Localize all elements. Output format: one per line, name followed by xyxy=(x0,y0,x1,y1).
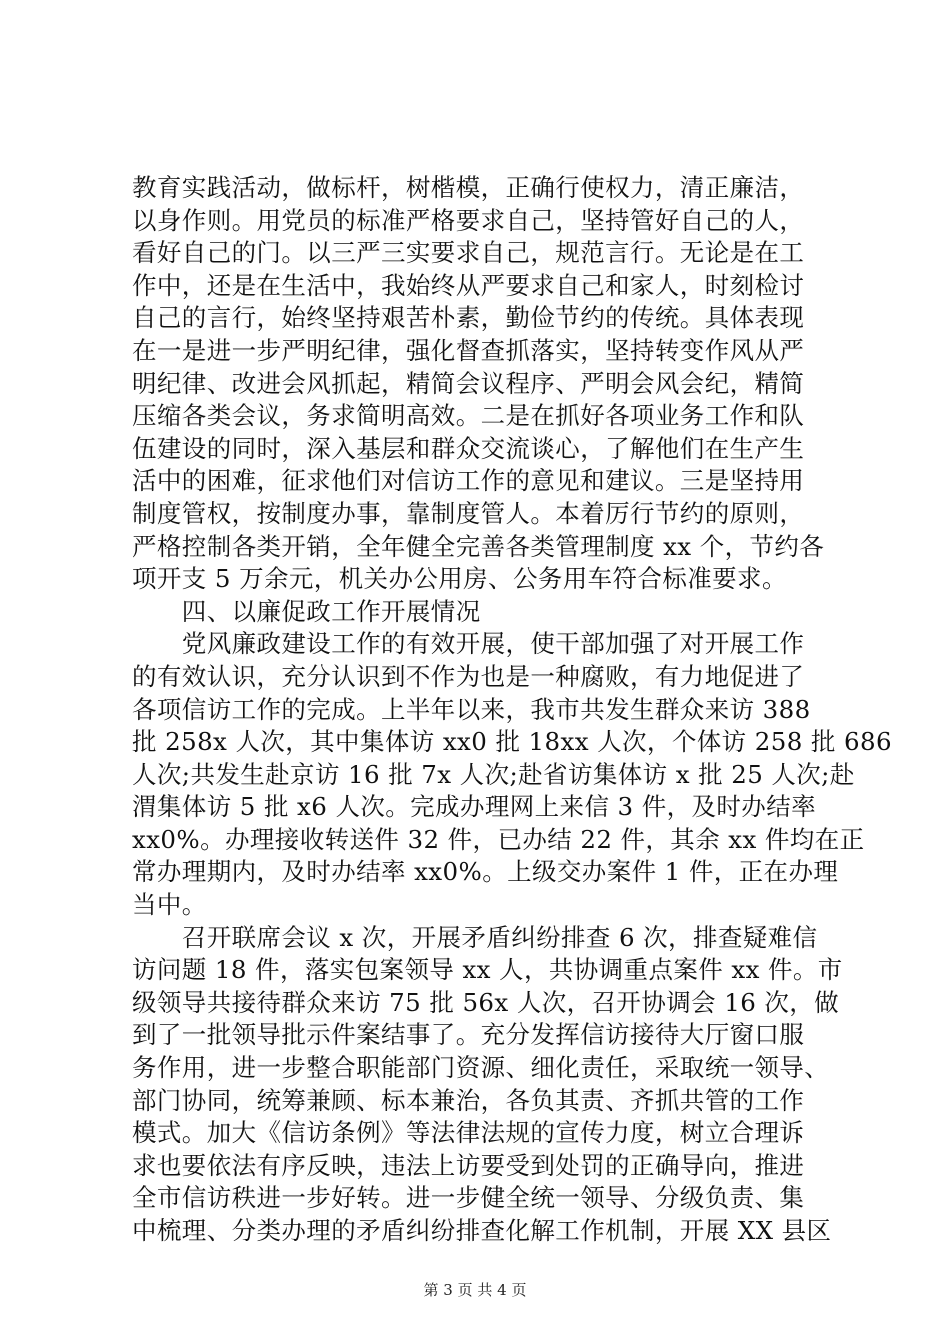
text-line: 模式。加大《信访条例》等法律法规的宣传力度，树立合理诉 xyxy=(132,1118,805,1148)
text-line: 制度管权，按制度办事，靠制度管人。本着厉行节约的原则， xyxy=(132,498,805,528)
text-line: 当中。 xyxy=(132,890,207,920)
text-line: xx0%。办理接收转送件 32 件，已办结 22 件，其余 xx 件均在正 xyxy=(132,824,865,854)
text-line: 党风廉政建设工作的有效开展，使干部加强了对开展工作 xyxy=(132,629,805,659)
text-line: 各项信访工作的完成。上半年以来，我市共发生群众来访 388 xyxy=(132,694,811,724)
text-line: 自己的言行，始终坚持艰苦朴素，勤俭节约的传统。具体表现 xyxy=(132,303,805,333)
text-line: 教育实践活动，做标杆，树楷模，正确行使权力，清正廉洁， xyxy=(132,173,805,202)
text-line: 以身作则。用党员的标准严格要求自己，坚持管好自己的人， xyxy=(132,205,805,235)
text-line: 全市信访秩进一步好转。进一步健全统一领导、分级负责、集 xyxy=(132,1183,805,1213)
text-line: 人次;共发生赴京访 16 批 7x 人次;赴省访集体访 x 批 25 人次;赴 xyxy=(132,759,855,789)
text-line: 项开支 5 万余元，机关办公用房、公务用车符合标准要求。 xyxy=(132,564,787,594)
text-line: 常办理期内，及时办结率 xx0%。上级交办案件 1 件，正在办理 xyxy=(132,857,839,887)
text-line: 渭集体访 5 批 x6 人次。完成办理网上来信 3 件，及时办结率 xyxy=(132,792,817,822)
text-line: 严格控制各类开销，全年健全完善各类管理制度 xx 个，节约各 xyxy=(132,531,825,561)
text-line: 的有效认识，充分认识到不作为也是一种腐败，有力地促进了 xyxy=(132,661,805,691)
text-line: 压缩各类会议，务求简明高效。二是在抓好各项业务工作和队 xyxy=(132,401,805,431)
text-line: 部门协同，统筹兼顾、标本兼治，各负其责、齐抓共管的工作 xyxy=(132,1085,805,1115)
text-line: 务作用，进一步整合职能部门资源、细化责任，采取统一领导、 xyxy=(132,1053,830,1083)
text-line: 明纪律、改进会风抓起，精简会议程序、严明会风会纪，精简 xyxy=(132,368,805,398)
text-line: 到了一批领导批示件案结事了。充分发挥信访接待大厅窗口服 xyxy=(132,1020,805,1050)
text-line: 访问题 18 件，落实包案领导 xx 人，共协调重点案件 xx 件。市 xyxy=(132,955,843,985)
text-line: 求也要依法有序反映，违法上访要受到处罚的正确导向，推进 xyxy=(132,1150,805,1180)
text-line: 在一是进一步严明纪律，强化督查抓落实，坚持转变作风从严 xyxy=(132,335,805,365)
section-heading: 四、以廉促政工作开展情况 xyxy=(132,596,481,626)
text-line: 作中，还是在生活中，我始终从严要求自己和家人，时刻检讨 xyxy=(132,270,805,300)
text-line: 活中的困难，征求他们对信访工作的意见和建议。三是坚持用 xyxy=(132,466,805,496)
text-line: 召开联席会议 x 次，开展矛盾纠纷排查 6 次，排查疑难信 xyxy=(132,922,818,952)
text-line: 伍建设的同时，深入基层和群众交流谈心，了解他们在生产生 xyxy=(132,433,805,463)
text-line: 级领导共接待群众来访 75 批 56x 人次，召开协调会 16 次，做 xyxy=(132,987,840,1017)
text-line: 批 258x 人次，其中集体访 xx0 批 18xx 人次，个体访 258 批 686 xyxy=(132,727,892,757)
text-line: 看好自己的门。以三严三实要求自己，规范言行。无论是在工 xyxy=(132,238,805,268)
body-text xyxy=(132,172,892,1248)
page-number-footer: 第 3 页 共 4 页 xyxy=(423,1281,527,1299)
text-line: 中梳理、分类办理的矛盾纠纷排查化解工作机制，开展 XX 县区 xyxy=(132,1216,832,1245)
